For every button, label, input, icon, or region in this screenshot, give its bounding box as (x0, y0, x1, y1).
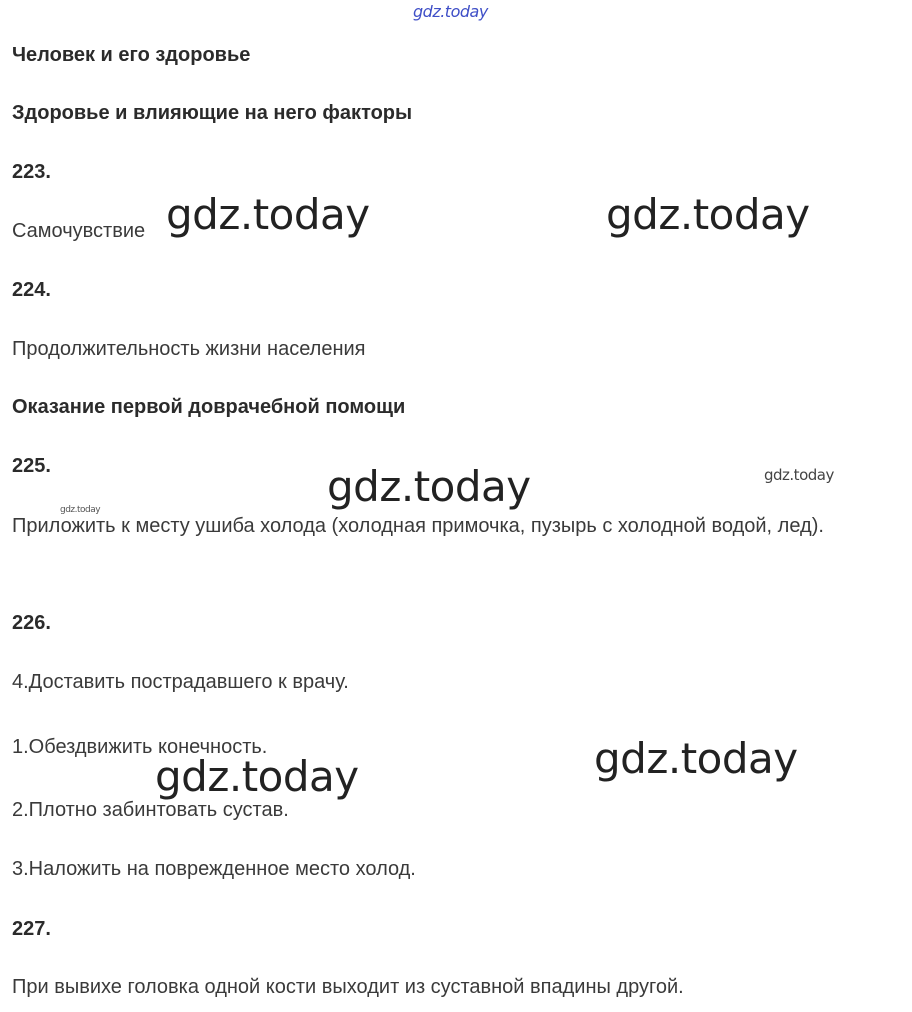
answer-223: Самочувствие (12, 220, 146, 242)
question-number-227: 227. (12, 918, 51, 940)
question-number-225: 225. (12, 455, 51, 477)
answer-224: Продолжительность жизни населения (12, 338, 366, 360)
watermark: gdz.today (606, 190, 810, 239)
answer-226-step: 3.Наложить на поврежденное место холод. (12, 858, 416, 880)
answer-226-step: 1.Обездвижить конечность. (12, 736, 268, 758)
watermark: gdz.today (764, 466, 834, 484)
question-number-224: 224. (12, 279, 51, 301)
section-heading-first-aid: Оказание первой доврачебной помощи (12, 396, 406, 418)
watermark: gdz.today (166, 190, 370, 239)
watermark-top: gdz.today (413, 2, 488, 21)
question-number-226: 226. (12, 612, 51, 634)
watermark: gdz.today (594, 734, 798, 783)
section-heading-health-factors: Здоровье и влияющие на него факторы (12, 102, 413, 124)
watermark: gdz.today (155, 752, 359, 801)
answer-227: При вывихе головка одной кости выходит из суставной впадины другой. (12, 976, 684, 998)
question-number-223: 223. (12, 161, 51, 183)
answer-226-step: 4.Доставить пострадавшего к врачу. (12, 671, 349, 693)
answer-225: Приложить к месту ушиба холода (холодная примочка, пузырь с холодной водой, лед). (12, 515, 824, 537)
page-title: Человек и его здоровье (12, 44, 251, 66)
answer-226-step: 2.Плотно забинтовать сустав. (12, 799, 289, 821)
watermark: gdz.today (60, 505, 101, 515)
watermark: gdz.today (327, 462, 531, 511)
